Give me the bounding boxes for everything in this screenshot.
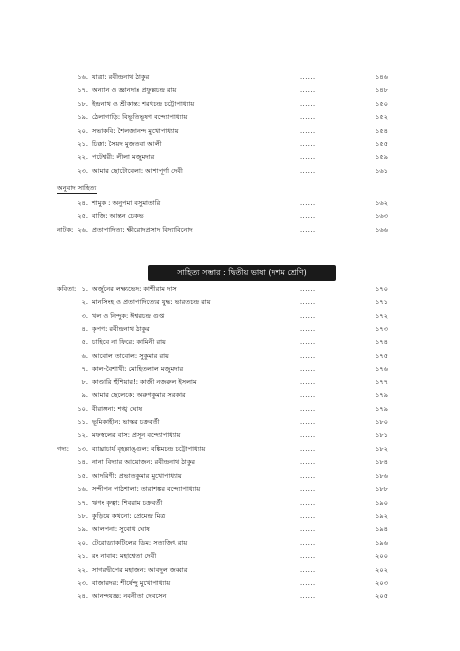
- item-number: ১৯.: [77, 113, 88, 122]
- item-title: নানা বিদ্যার আয়োজন: রবীন্দ্রনাথ ঠাকুর: [92, 458, 196, 467]
- item-page: ২০৫: [375, 592, 388, 601]
- leader-dots: ......: [300, 471, 316, 480]
- item-number: ২৫.: [77, 212, 88, 221]
- item-title: বাজারদর: শীর্ষেন্দু মুখোপাধ্যায়: [92, 579, 171, 587]
- item-title: শামুক : অনুপমা বসুমাতারি: [92, 199, 161, 207]
- toc-row: [0, 443, 460, 456]
- item-number: ২.: [81, 298, 88, 307]
- item-number: ৮.: [81, 378, 88, 387]
- item-page: ১৭৯: [375, 404, 388, 413]
- item-title: আনন্দযজ্ঞ: নবনীতা দেবসেন: [92, 592, 167, 601]
- toc-row: [0, 456, 460, 469]
- leader-dots: ......: [300, 86, 316, 95]
- toc-row: [0, 389, 460, 402]
- item-number: ১০.: [77, 404, 88, 413]
- item-page: ১৫০: [375, 99, 388, 108]
- item-page: ১৭৭: [375, 378, 388, 387]
- leader-dots: ......: [300, 431, 316, 440]
- toc-row: [0, 336, 460, 349]
- leader-dots: ......: [300, 418, 316, 426]
- toc-row: [0, 111, 460, 124]
- item-title: ভূমিকাহীন: ভাস্কর চক্রবর্তী: [92, 418, 160, 426]
- item-title: ঠেলাগাড়ি: বিভূতিভূষণ বন্দ্যোপাধ্যায়: [92, 113, 188, 122]
- leader-dots: ......: [300, 140, 316, 148]
- category-label: নাটক:: [57, 226, 74, 234]
- item-title: সন্দীপন পাঠশালা: তারাশঙ্কর বন্দ্যোপাধ্যায়: [92, 485, 201, 494]
- item-title: অর্জুনের লক্ষ্যভেদ: কাশীরাম দাস: [92, 285, 177, 293]
- toc-row: [0, 323, 460, 336]
- toc-row: [0, 416, 460, 429]
- item-title: চিক্কা: সৈয়দ মুজতবা আলী: [92, 140, 162, 148]
- item-page: ১৭৬: [375, 364, 388, 373]
- leader-dots: ......: [300, 351, 316, 360]
- item-page: ১৯৬: [375, 538, 388, 547]
- item-number: ১৮.: [77, 99, 88, 108]
- item-page: ১৮৬: [375, 471, 388, 480]
- item-number: ১৬.: [77, 485, 88, 494]
- item-page: ২০২: [375, 565, 388, 574]
- item-number: ১৫.: [77, 471, 88, 480]
- item-title: অন্যান ও জ্ঞানদাঃ প্রফুল্লচন্দ্র রায়: [92, 86, 177, 95]
- translation-label: অনুবাদ সাহিত্য: [57, 184, 97, 192]
- leader-dots: ......: [300, 445, 316, 453]
- toc-row: [0, 71, 460, 84]
- item-title: টেরোড্যাকটিলের ডিম: সত্যজিৎ রায়: [92, 538, 188, 547]
- leader-dots: ......: [300, 458, 316, 467]
- toc-row: [0, 510, 460, 523]
- item-number: ১৩.: [77, 445, 88, 453]
- item-number: ২৩.: [77, 579, 88, 587]
- leader-dots: ......: [300, 226, 316, 234]
- item-number: ২১.: [77, 140, 88, 148]
- item-number: ৭.: [81, 364, 88, 373]
- item-title: সাগরদ্বীপের মহাজন: আবদুল জব্বার: [92, 565, 188, 574]
- toc-row: [0, 590, 460, 603]
- toc-row: [0, 550, 460, 563]
- leader-dots: ......: [300, 592, 316, 601]
- item-number: ২৪.: [77, 592, 88, 601]
- item-page: ১৮৪: [375, 458, 388, 467]
- item-number: ১.: [81, 285, 88, 293]
- leader-dots: ......: [300, 552, 316, 561]
- leader-dots: ......: [300, 391, 316, 400]
- leader-dots: ......: [300, 153, 316, 162]
- item-number: ২৪.: [77, 199, 88, 207]
- item-page: ১৫৯: [375, 153, 388, 162]
- toc-row: [0, 403, 460, 416]
- leader-dots: ......: [300, 212, 316, 221]
- item-title: বাজি: আন্তন চেকভ: [92, 212, 144, 221]
- item-title: কুড়িয়ে কথনো: প্রেমেন্দ্র মিত্র: [92, 512, 166, 520]
- item-number: ১৬.: [77, 73, 88, 81]
- item-page: ১৫৫: [375, 140, 388, 148]
- item-title: আবোল তাবোল: সুকুমার রায়: [92, 351, 169, 360]
- item-number: ৯.: [81, 391, 88, 400]
- toc-row: [0, 429, 460, 442]
- toc-row: [0, 151, 460, 164]
- item-page: ১৬১: [375, 166, 388, 175]
- leader-dots: ......: [300, 565, 316, 574]
- toc-row: [0, 210, 460, 223]
- leader-dots: ......: [300, 378, 316, 387]
- item-title: সভাকবি: শৈলজানন্দ মুখোপাধ্যায়: [92, 126, 179, 135]
- toc-row: [0, 197, 460, 210]
- leader-dots: ......: [300, 525, 316, 534]
- category-label: কবিতা:: [57, 285, 77, 293]
- section-banner: সাহিত্য সম্ভার : দ্বিতীয় ভাষা (দশম শ্রেণি): [148, 265, 336, 281]
- item-page: ১৪৬: [375, 73, 388, 81]
- item-number: ৪.: [81, 324, 88, 333]
- item-title: আমার ছেলেকে: অরুণকুমার সরকার: [92, 391, 186, 400]
- leader-dots: ......: [300, 73, 316, 81]
- item-page: ১৭৩: [375, 324, 388, 333]
- toc-row: [0, 497, 460, 510]
- leader-dots: ......: [300, 99, 316, 108]
- toc-row: [0, 537, 460, 550]
- item-number: ২০.: [77, 126, 88, 135]
- item-page: ১৯২: [375, 512, 388, 520]
- toc-row: [0, 98, 460, 111]
- item-title: যাত্রা: রবীন্দ্রনাথ ঠাকুর: [92, 73, 150, 81]
- item-page: ১৫৪: [375, 126, 388, 135]
- leader-dots: ......: [300, 324, 316, 333]
- item-title: রং নাবাব: মহাশ্বেতা দেবী: [92, 552, 157, 561]
- item-page: ১৮১: [375, 431, 388, 440]
- item-page: ১৮০: [375, 418, 388, 426]
- item-page: ১৮৮: [375, 485, 388, 494]
- leader-dots: ......: [300, 512, 316, 520]
- toc-row: [0, 296, 460, 309]
- item-page: ১৯৪: [375, 525, 388, 534]
- item-title: আলপনা: সুবোধ ঘোষ: [92, 525, 150, 534]
- item-title: চাহিবে না ফিরে: কামিনী রায়: [92, 338, 166, 347]
- leader-dots: ......: [300, 113, 316, 122]
- item-number: ৬.: [81, 351, 88, 360]
- leader-dots: ......: [300, 311, 316, 320]
- toc-row: [0, 224, 460, 237]
- toc-row: [0, 483, 460, 496]
- leader-dots: ......: [300, 338, 316, 347]
- item-title: পটেশ্বরী: লীলা মজুমদার: [92, 153, 155, 162]
- toc-row: [0, 523, 460, 536]
- toc-row: [0, 138, 460, 151]
- item-number: ১২.: [77, 431, 88, 440]
- item-number: ১৪.: [77, 458, 88, 467]
- item-page: ২০০: [375, 552, 388, 561]
- item-page: ১৭৯: [375, 391, 388, 400]
- item-title: মফস্বলের বাস: প্রসূন বন্দ্যোপাধ্যায়: [92, 431, 181, 440]
- item-title: বীরাঙ্গনা: শঙ্খ ঘোষ: [92, 404, 143, 413]
- item-title: ঋণং কৃত্বা: শিবরাম চক্রবর্তী: [92, 498, 163, 507]
- item-number: ৫.: [81, 338, 88, 347]
- item-number: ২৩.: [77, 166, 88, 175]
- item-number: ২৬.: [77, 226, 88, 234]
- toc-row: [0, 310, 460, 323]
- toc-row: [0, 84, 460, 97]
- item-number: ২২.: [77, 565, 88, 574]
- toc-row: [0, 165, 460, 178]
- item-page: ১৬২: [375, 199, 388, 207]
- item-number: ২১.: [77, 552, 88, 561]
- leader-dots: ......: [300, 579, 316, 587]
- item-number: ১১.: [77, 418, 88, 426]
- item-number: ১৯.: [77, 525, 88, 534]
- item-number: ২২.: [77, 153, 88, 162]
- category-label: গদ্য:: [57, 445, 69, 453]
- toc-row: [0, 125, 460, 138]
- item-page: ১৫২: [375, 113, 388, 122]
- leader-dots: ......: [300, 126, 316, 135]
- toc-row: [0, 363, 460, 376]
- item-page: ১৭১: [375, 298, 388, 307]
- leader-dots: ......: [300, 404, 316, 413]
- item-title: কৃপণ: রবীন্দ্রনাথ ঠাকুর: [92, 324, 150, 333]
- leader-dots: ......: [300, 485, 316, 494]
- item-page: ১৬৬: [375, 226, 388, 234]
- item-page: ২০৩: [375, 579, 388, 587]
- item-page: ১৮২: [375, 445, 388, 453]
- item-number: ৩.: [81, 311, 88, 320]
- leader-dots: ......: [300, 298, 316, 307]
- toc-row: [0, 350, 460, 363]
- leader-dots: ......: [300, 498, 316, 507]
- item-title: কাণ্ডারি হুঁশিয়ার!: কাজী নজরুল ইসলাম: [92, 378, 197, 387]
- toc-row: [0, 376, 460, 389]
- item-page: ১৭৪: [375, 338, 388, 347]
- item-number: ১৭.: [77, 498, 88, 507]
- toc-row: [0, 283, 460, 296]
- leader-dots: ......: [300, 166, 316, 175]
- item-title: আমার ছোটোবেলা: আশাপূর্ণা দেবী: [92, 166, 183, 175]
- item-title: আদরিণী: প্রভাতকুমার মুখোপাধ্যায়: [92, 471, 182, 480]
- item-page: ১৯০: [375, 498, 388, 507]
- item-title: ইন্দ্রনাথ ও শ্রীকান্ত: শরৎচন্দ্র চট্টোপাধ্যায়: [92, 99, 195, 108]
- leader-dots: ......: [300, 538, 316, 547]
- item-page: ১৬৩: [375, 212, 388, 221]
- item-title: কাল-বৈশাখী: মোহিতলাল মজুমদার: [92, 364, 184, 373]
- item-page: ১৭০: [375, 285, 388, 293]
- toc-row: [0, 470, 460, 483]
- item-number: ১৮.: [77, 512, 88, 520]
- leader-dots: ......: [300, 285, 316, 293]
- item-number: ১৭.: [77, 86, 88, 95]
- item-number: ২০.: [77, 538, 88, 547]
- item-title: প্রতাপাদিত্য: ক্ষীরোদপ্রসাদ বিদ্যাবিনোদ: [92, 226, 193, 234]
- item-title: ব্যাঘ্রাচার্য বৃহল্লাঙ্গুল: বঙ্কিমচন্দ্র চট্টোপাধ্যায়: [92, 445, 206, 453]
- item-title: খল ও নিন্দুক: ঈশ্বরচন্দ্র গুপ্ত: [92, 311, 165, 320]
- toc-row: [0, 564, 460, 577]
- item-title: মানসিংহ ও প্রতাপাদিত্যের যুদ্ধ: ভারতচন্দ্র রায়: [92, 298, 211, 307]
- leader-dots: ......: [300, 199, 316, 207]
- toc-row: [0, 577, 460, 590]
- item-page: ১৪৮: [375, 86, 388, 95]
- item-page: ১৭৫: [375, 351, 388, 360]
- item-page: ১৭২: [375, 311, 388, 320]
- leader-dots: ......: [300, 364, 316, 373]
- translation-underline: [57, 193, 97, 194]
